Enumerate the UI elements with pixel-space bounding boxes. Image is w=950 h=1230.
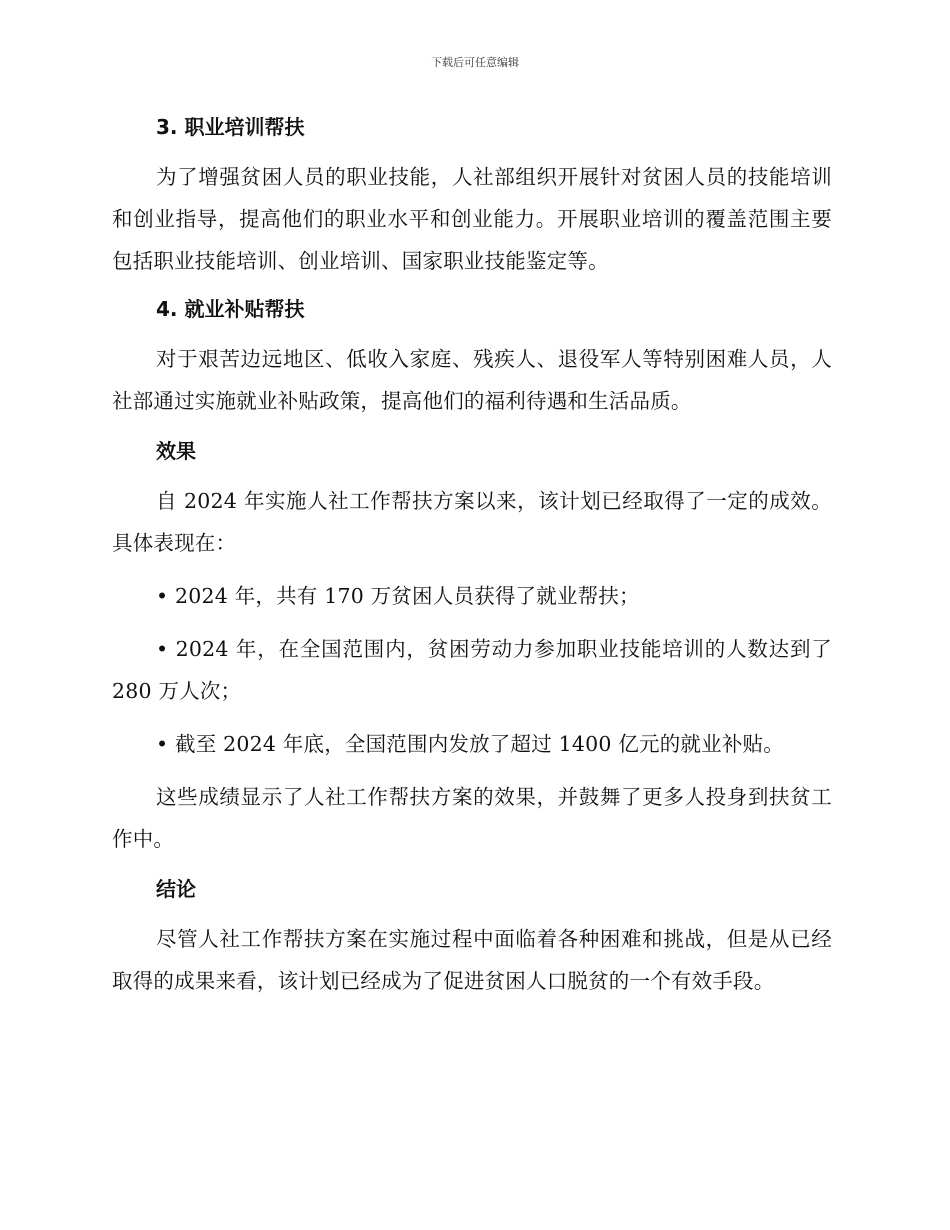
bullet-item: • 截至 2024 年底，全国范围内发放了超过 1400 亿元的就业补贴。 — [156, 732, 784, 756]
paragraph-conclusion: 尽管人社工作帮扶方案在实施过程中面临着各种困难和挑战，但是从已经取得的成果来看，该计划已经成为了促进贫困人口脱贫的一个有效手段。 — [112, 927, 832, 993]
document-body — [112, 110, 832, 1002]
paragraph-effect-intro: 自 2024 年实施人社工作帮扶方案以来，该计划已经取得了一定的成效。具体表现在： — [112, 489, 832, 555]
section-heading-conclusion: 结论 — [156, 877, 196, 901]
section-heading-employment-subsidy: 4. 就业补贴帮扶 — [156, 297, 305, 321]
paragraph-employment-subsidy: 对于艰苦边远地区、低收入家庭、残疾人、退役军人等特别困难人员，人社部通过实施就业补贴政策，提高他们的福利待遇和生活品质。 — [112, 347, 832, 413]
paragraph-effect-summary: 这些成绩显示了人社工作帮扶方案的效果，并鼓舞了更多人投身到扶贫工作中。 — [112, 785, 832, 851]
section-heading-effect: 效果 — [156, 439, 196, 463]
bullet-item: • 2024 年，在全国范围内，贫困劳动力参加职业技能培训的人数达到了 280 万人次； — [112, 637, 832, 703]
bullet-item: • 2024 年，共有 170 万贫困人员获得了就业帮扶； — [156, 584, 640, 608]
paragraph-vocational-training: 为了增强贫困人员的职业技能，人社部组织开展针对贫困人员的技能培训和创业指导，提高他们的职业水平和创业能力。开展职业培训的覆盖范围主要包括职业技能培训、创业培训、国家职业技能鉴定等。 — [112, 165, 832, 273]
page-header-note: 下载后可任意编辑 — [431, 56, 519, 69]
section-heading-vocational-training: 3. 职业培训帮扶 — [156, 115, 305, 139]
